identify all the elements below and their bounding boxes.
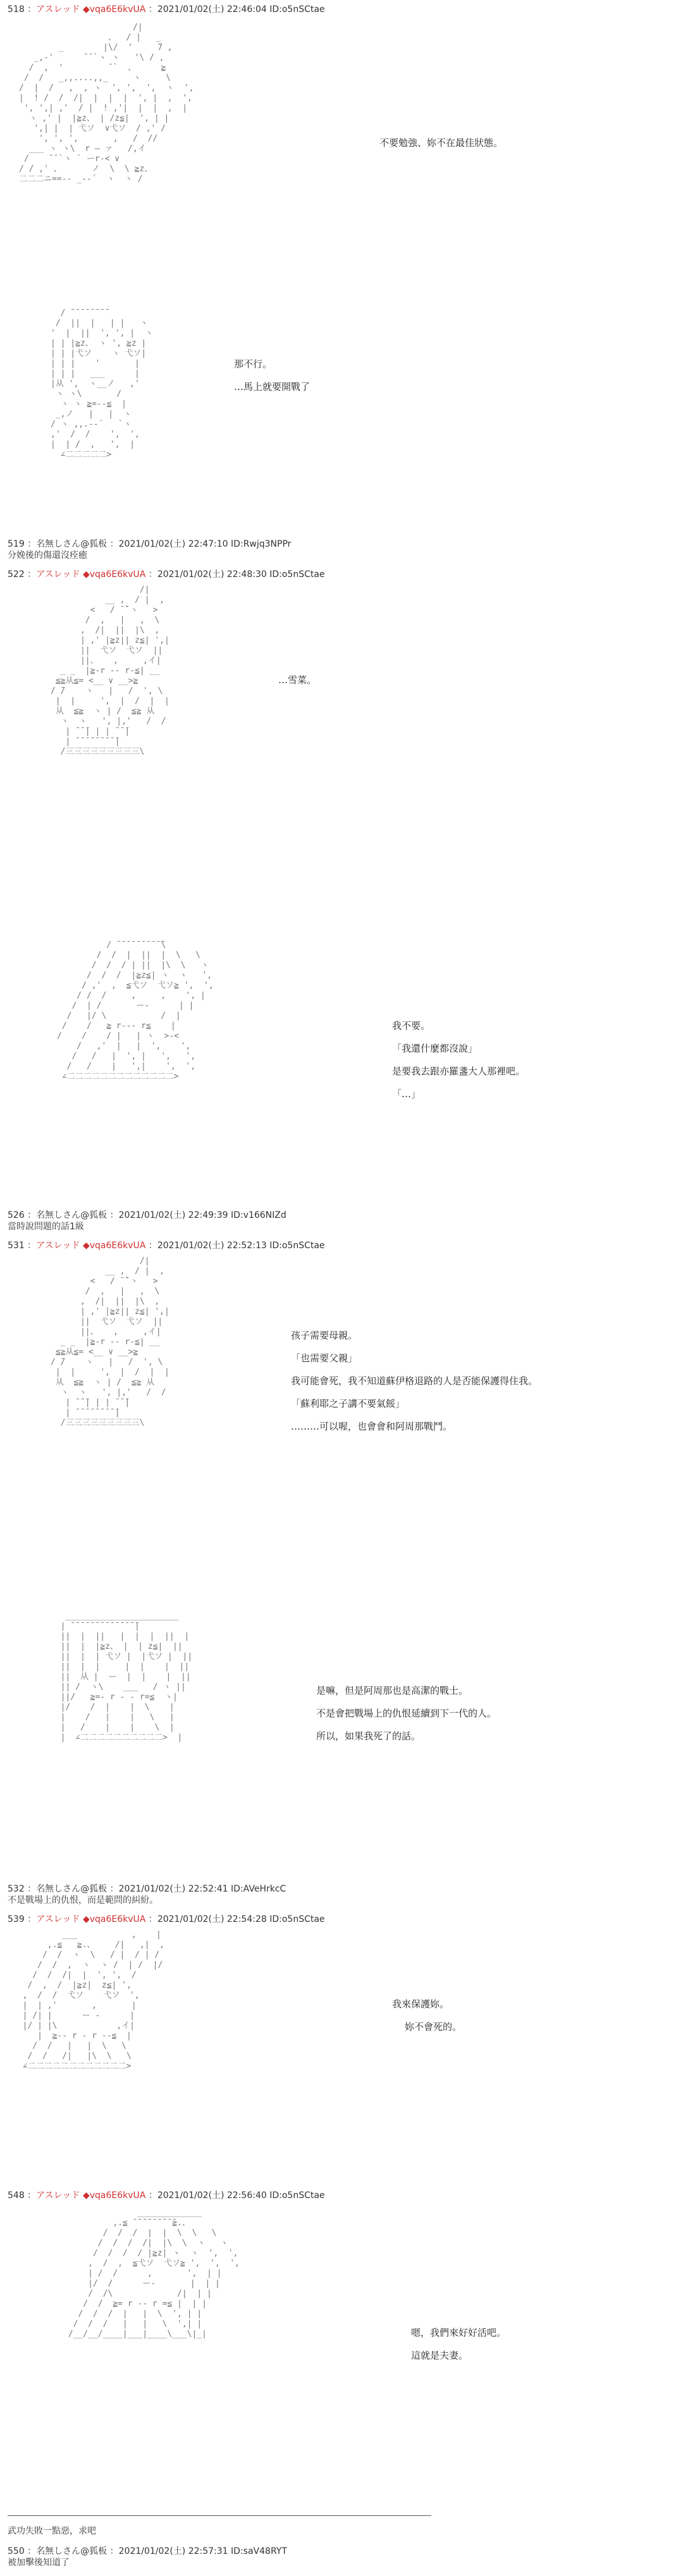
ascii-art: /| __ , / | , < / ̄ ̄`ヽ > / , | , \ , /| || |\ , | ,' |≧z|| z≦| ',| || 弋ソ 弋ソ || ||、 , ,イ| _ _ |≧-r -- r-≦| __ ≦≧从≦= <__ ∨ __>≧ / ̄/ ヽ | / ', \ | | ', | / | | 从 ≦≧ ヽ | / ≦≧ 从 ヽ ヽ ', |,' / / | ̄ ̄ ̄| | | ̄ ̄ ̄| | ̄ ̄ ̄ ̄ ̄ ̄ ̄ ̄ ̄| /三三三三三三三三三\ xyxy=(51,1256,169,1428)
dialogue-548: 嗯，我們來好好活吧。 這就是夫妻。 xyxy=(411,2327,507,2361)
dialogue-531b: 是嘛，但是阿周那也是高潔的戰士。 不是會把戰場上的仇恨延續到下一代的人。 所以，如果我死了的話。 xyxy=(316,1685,497,1742)
post-header-548: 548 ：アスレッド ◆vqa6E6kvUA ：2021/01/02(土) 22:56:40 ID:o5nSCtae xyxy=(8,2190,325,2201)
dialogue-531a: 孩子需要母親。 「也需要父親」 我可能會死，我不知道蘇伊格退路的人是否能保護得住我。 「蘇利耶之子講不要氣餒」 ………可以喔，也會會和阿周那戰鬥。 xyxy=(291,1330,538,1432)
ascii-art: / ̄ ̄ ̄ ̄ ̄ ̄ ̄ ̄ ̄ ̄\ / / | || | \ \ / / / | || |\ \ ヽ / / / |≧z≦| ヽ ヽ ', / ,' , ≦弋ソ 弋ソ≧ ', ', / / / , , ', | / | / ー‐ | | / |/ \ / | / / ≧ r--- r≦ | / / / | | ヽ >-< / ,' | | ', ', / / | ', | ', ', / / | ',| ', ', ∠二二二二二二二二二二二二二> xyxy=(57,940,214,1081)
comment-519: 分娩後的傷還沒痊癒 xyxy=(8,550,87,561)
poster-id[interactable]: ID:v166NIZd xyxy=(231,1210,286,1220)
comment-532: 不是戰場上的仇恨，而是範問的糾紛。 xyxy=(8,1895,158,1905)
poster-trip: ◆vqa6E6kvUA xyxy=(82,1241,146,1251)
dialogue-518b: 那不行。 …馬上就要開戰了 xyxy=(234,358,311,392)
poster-name[interactable]: アスレッド xyxy=(36,2190,80,2201)
poster-id[interactable]: ID:o5nSCtae xyxy=(269,1914,325,1924)
poster-name[interactable]: アスレッド xyxy=(36,569,80,580)
dialogue-522b: 我不要。 「我還什麼都沒說」 是要我去跟亦羅盞大人那裡吧。 「…」 xyxy=(392,1020,526,1100)
poster-name[interactable]: アスレッド xyxy=(36,4,80,15)
poster-name[interactable]: アスレッド xyxy=(36,1241,80,1251)
ascii-art: /| 、 / | _ _ |\/ ' 7 , _,-' ̄ ̄ `ヽ ヽ '\ / , / , ' ̄ ` 、 ≧ / / _,,....,,_ ヽ \ / | / , , ヽ ', ', ', ヽ ', | ! / / /| | | | ', | , ', ', ',| ,' / | ! ,'| | | , | ヽ ,' | |≧z、 | /z≦| ', | | ',| | | 弋ソ ∨弋ソ / ,' / ', ', ', , / // ___ ヽ ヽ\ r ― ァ /,イ / ̄ ̄ `ヽ ` ーr-< ∨ / / ,' 、 ノ \ \ ≧z、 二二二ニ==-- _-‐´ ヽ ヽ / xyxy=(19,23,194,184)
poster-id[interactable]: ID:Rwjq3NPPr xyxy=(231,539,292,549)
poster-trip: ◆vqa6E6kvUA xyxy=(82,1914,146,1924)
post-header-531: 531 ：アスレッド ◆vqa6E6kvUA ：2021/01/02(土) 22:52:13 ID:o5nSCtae xyxy=(8,1241,325,1251)
post-header-539: 539 ：アスレッド ◆vqa6E6kvUA ：2021/01/02(土) 22:54:28 ID:o5nSCtae xyxy=(8,1914,325,1924)
comment-526: 當時說問題的話1級 xyxy=(8,1222,84,1232)
poster-name[interactable]: 名無しさん@狐板 xyxy=(36,1210,108,1220)
post-header-532: 532 ：名無しさん@狐板 ：2021/01/02(土) 22:52:41 ID:AVeHrkcC xyxy=(8,1884,286,1894)
ascii-art: _______________________ | ̄ ̄ ̄ ̄ ̄ ̄ ̄ ̄ ̄ ̄ ̄ ̄ ̄ ̄| || | || | | | || | || | |≧z、 | | z≦| || || | | 弋ソ | |弋ソ | || || | | | | | || || 从 | ー | | | || || / ヽ\ ___ / ヽ || ||/ ≧=‐ r ‐ ‐ r=≦ ヽ| |/ / | | \ | | / | | \ | | / | | \ | | ∠二二二二二二二二二二> | xyxy=(60,1612,193,1742)
poster-id[interactable]: ID:o5nSCtae xyxy=(269,4,325,15)
poster-trip: ◆vqa6E6kvUA xyxy=(82,569,146,580)
ascii-art: _____________ ,.≦ ̄ ̄ ̄ ̄ ̄ ̄ ̄ ̄ ̄≧.、 / / / | | \ \ \ / / / /| |\ \ ヽ ヽ / / / / |≧z| ヽ ヽ ', ', , / , ≦弋ソ 弋ソ≧ ', ', ', | / / , ', | | |/ / ー‐ | | | / /\ /| | | / / ≧= r ‐‐ r =≦ | | | / / / | | \ ', | | / / / | | \ ',| | /__/__/____|___|____\___\|_| xyxy=(68,2208,240,2339)
poster-name[interactable]: 名無しさん@狐板 xyxy=(36,2546,108,2556)
poster-id[interactable]: ID:saV48RYT xyxy=(231,2546,287,2556)
poster-trip: ◆vqa6E6kvUA xyxy=(82,4,146,15)
poster-name[interactable]: アスレッド xyxy=(36,1914,80,1924)
poster-id[interactable]: ID:AVeHrkcC xyxy=(231,1884,286,1894)
poster-id[interactable]: ID:o5nSCtae xyxy=(269,569,325,580)
ascii-art: ___ , | ,.≦ ≧.、 /| ,| , / / ヽ \ / | / | / / / , ヽ ヽ / | / |/ / / /| | ', ', / / , / |≧z| z≦| ', , / / 弋ソ 弋ソ ', | | ,' , | | /| | ー ‐ | |/ | |\ ,イ| | ≧-- r - r --≦ | / / | | \ \ / / /| |\ \ \ ∠二二二二二二二二二二二二> xyxy=(22,1930,164,2071)
poster-trip: ◆vqa6E6kvUA xyxy=(82,2190,146,2201)
ascii-art: /| __ , / | , < / ̄ ̄`ヽ > / , | , \ , /| || |\ , | ,' |≧z|| z≦| ',| || 弋ソ 弋ソ || ||、 , ,イ| _ _ |≧-r -- r-≦| __ ≦≧从≦= <__ ∨ __>≧ / ̄/ ヽ | / ', \ | | ', | / | | 从 ≦≧ ヽ | / ≦≧ 从 ヽ ヽ ', |,' / / | ̄ ̄ ̄| | | ̄ ̄ ̄| | ̄ ̄ ̄ ̄ ̄ ̄ ̄ ̄ ̄| /三三三三三三三三三\ xyxy=(51,585,169,756)
poster-id[interactable]: ID:o5nSCtae xyxy=(269,1241,325,1251)
dialogue-518a: 不要勉強、妳不在最佳狀態。 xyxy=(379,137,503,149)
dialogue-539: 我來保護妳。 妳不會死的。 xyxy=(392,1998,462,2032)
poster-name[interactable]: 名無しさん@狐板 xyxy=(36,1884,108,1894)
comment-550: 被加擊後知道了 xyxy=(8,2558,70,2568)
post-header-519: 519 ：名無しさん@狐板 ：2021/01/02(土) 22:47:10 ID:Rwjq3NPPr xyxy=(8,539,292,549)
comment-sign: 武功失敗一點惡，求吧 xyxy=(8,2526,96,2536)
ascii-art: / ̄ ̄ ̄ ̄ ̄ ̄ ̄ ̄ / || | | | ヽ ' | || ', ', | ヽ | | |≧z、 ヽ ', ≧z | | | |弋ソ ヽ 弋ソ| | | | ' | | | | ___ | |从 ', ヽ__ノ ,' ヽ ヽ\ / ヽ ヽ ≧=-‐≦ | _,ノ | | ヽ / ヽ ,,.-‐´ `ヽ ,' / / ', ', | | / , ', | ∠二二二二二> xyxy=(51,308,153,459)
separator-line xyxy=(8,2515,431,2516)
poster-name[interactable]: 名無しさん@狐板 xyxy=(36,539,108,549)
post-header-550: 550 ：名無しさん@狐板 ：2021/01/02(土) 22:57:31 ID:saV48RYT xyxy=(8,2546,287,2556)
post-header-518: 518 ：アスレッド ◆vqa6E6kvUA ：2021/01/02(土) 22:46:04 ID:o5nSCtae xyxy=(8,4,325,15)
dialogue-522a: …雪菜。 xyxy=(278,674,317,686)
post-header-526: 526 ：名無しさん@狐板 ：2021/01/02(土) 22:49:39 ID:v166NIZd xyxy=(8,1210,286,1220)
post-header-522: 522 ：アスレッド ◆vqa6E6kvUA ：2021/01/02(土) 22:48:30 ID:o5nSCtae xyxy=(8,569,325,580)
poster-id[interactable]: ID:o5nSCtae xyxy=(269,2190,325,2201)
